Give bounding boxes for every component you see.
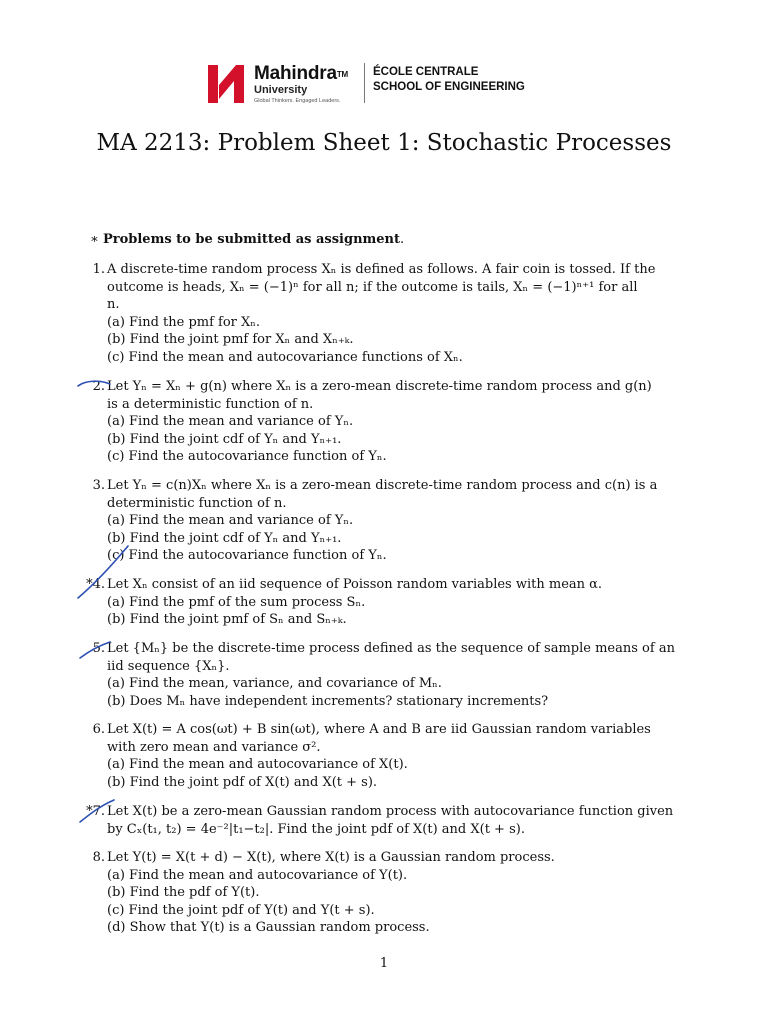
problem-line: (b) Find the joint pmf of Sₙ and Sₙ₊ₖ. <box>107 612 347 628</box>
problem-line: (b) Find the joint cdf of Yₙ and Yₙ₊₁. <box>107 431 342 447</box>
problem-line: (c) Find the autocovariance function of Yₙ. <box>107 548 387 564</box>
problem-line: Let Yₙ = Xₙ + g(n) where Xₙ is a zero-mean discrete-time random process and g(n) <box>107 379 652 394</box>
brand-sub: University <box>254 84 308 96</box>
problem-line: n. <box>107 297 120 313</box>
problem-line: (c) Find the joint pdf of Y(t) and Y(t + s). <box>107 902 375 918</box>
problem-line: outcome is heads, Xₙ = (−1)ⁿ for all n; if the outcome is tails, Xₙ = (−1)ⁿ⁺¹ for all <box>107 279 638 295</box>
mahindra-logo-icon <box>206 63 246 105</box>
problem-line: by Cₓ(t₁, t₂) = 4e⁻²|t₁−t₂|. Find the joint pdf of X(t) and X(t + s). <box>107 821 525 837</box>
problem-number: 1. <box>92 262 105 277</box>
problem-line: (a) Find the mean, variance, and covariance of Mₙ. <box>107 676 442 692</box>
note-suffix: . <box>400 232 405 247</box>
problem-line: Let X(t) be a zero-mean Gaussian random process with autocovariance function given <box>107 804 674 819</box>
problem-line: A discrete-time random process Xₙ is defined as follows. A fair coin is tossed. If the <box>107 262 656 277</box>
problem-line: (a) Find the mean and autocovariance of Y(t). <box>107 867 408 883</box>
problem-line: (c) Find the autocovariance function of Yₙ. <box>107 449 387 465</box>
problem-line: is a deterministic function of n. <box>107 396 314 412</box>
problem-8 <box>78 849 678 937</box>
problem-3 <box>78 477 678 565</box>
problem-line: with zero mean and variance σ². <box>107 739 321 755</box>
problem-5 <box>78 640 678 710</box>
logo-divider <box>364 63 365 103</box>
problem-line: (b) Does Mₙ have independent increments? stationary increments? <box>107 693 549 709</box>
problem-number: 6. <box>92 722 105 737</box>
problem-line: Let X(t) = A cos(ωt) + B sin(ωt), where A and B are iid Gaussian random variables <box>107 722 651 737</box>
brand-name: Mahindra™ <box>254 63 349 84</box>
problem-4 <box>78 576 678 629</box>
problem-line: (a) Find the mean and autocovariance of X(t). <box>107 757 408 773</box>
page-number: 1 <box>379 956 389 971</box>
problem-line: (d) Show that Y(t) is a Gaussian random process. <box>107 920 430 936</box>
problem-number: *7. <box>86 804 105 819</box>
problem-line: iid sequence {Xₙ}. <box>107 658 230 674</box>
problem-line: (b) Find the joint pdf of X(t) and X(t + s). <box>107 774 378 790</box>
problem-line: (a) Find the pmf of the sum process Sₙ. <box>107 594 366 610</box>
page-title: MA 2213: Problem Sheet 1: Stochastic Processes <box>96 130 672 156</box>
problem-line: (a) Find the mean and variance of Yₙ. <box>107 513 354 529</box>
brand-tagline: Global Thinkers. Engaged Leaders. <box>254 98 341 104</box>
problem-1 <box>78 261 678 367</box>
problem-line: deterministic function of n. <box>107 495 287 511</box>
note-star: ∗ <box>90 232 99 247</box>
assignment-note <box>90 231 404 249</box>
problem-line: Let Yₙ = c(n)Xₙ where Xₙ is a zero-mean discrete-time random process and c(n) is a <box>107 478 658 493</box>
problem-line: (a) Find the pmf for Xₙ. <box>107 314 261 330</box>
problem-number: *4. <box>86 577 105 592</box>
partner-line-1: ÉCOLE CENTRALE <box>373 66 479 78</box>
problem-6 <box>78 721 678 791</box>
problem-line: (b) Find the joint cdf of Yₙ and Yₙ₊₁. <box>107 530 342 546</box>
university-logo <box>206 63 525 107</box>
problem-line: Let Y(t) = X(t + d) − X(t), where X(t) is a Gaussian random process. <box>107 850 555 865</box>
problem-line: Let Xₙ consist of an iid sequence of Poisson random variables with mean α. <box>107 577 603 592</box>
problem-line: Let {Mₙ} be the discrete-time process defined as the sequence of sample means of an <box>107 641 675 656</box>
problem-number: 3. <box>92 478 105 493</box>
problem-number: 2. <box>92 379 105 394</box>
problem-line: (a) Find the mean and variance of Yₙ. <box>107 414 354 430</box>
partner-line-2: SCHOOL OF ENGINEERING <box>373 81 525 93</box>
note-text: Problems to be submitted as assignment <box>102 232 401 247</box>
problem-line: (c) Find the mean and autocovariance functions of Xₙ. <box>107 349 463 365</box>
problem-line: (b) Find the joint pmf for Xₙ and Xₙ₊ₖ. <box>107 332 354 348</box>
partner-name <box>373 63 525 95</box>
problem-2 <box>78 378 678 466</box>
problem-number: 5. <box>92 641 105 656</box>
problem-number: 8. <box>92 850 105 865</box>
problem-line: (b) Find the pdf of Y(t). <box>107 885 260 901</box>
problem-7 <box>78 803 678 838</box>
